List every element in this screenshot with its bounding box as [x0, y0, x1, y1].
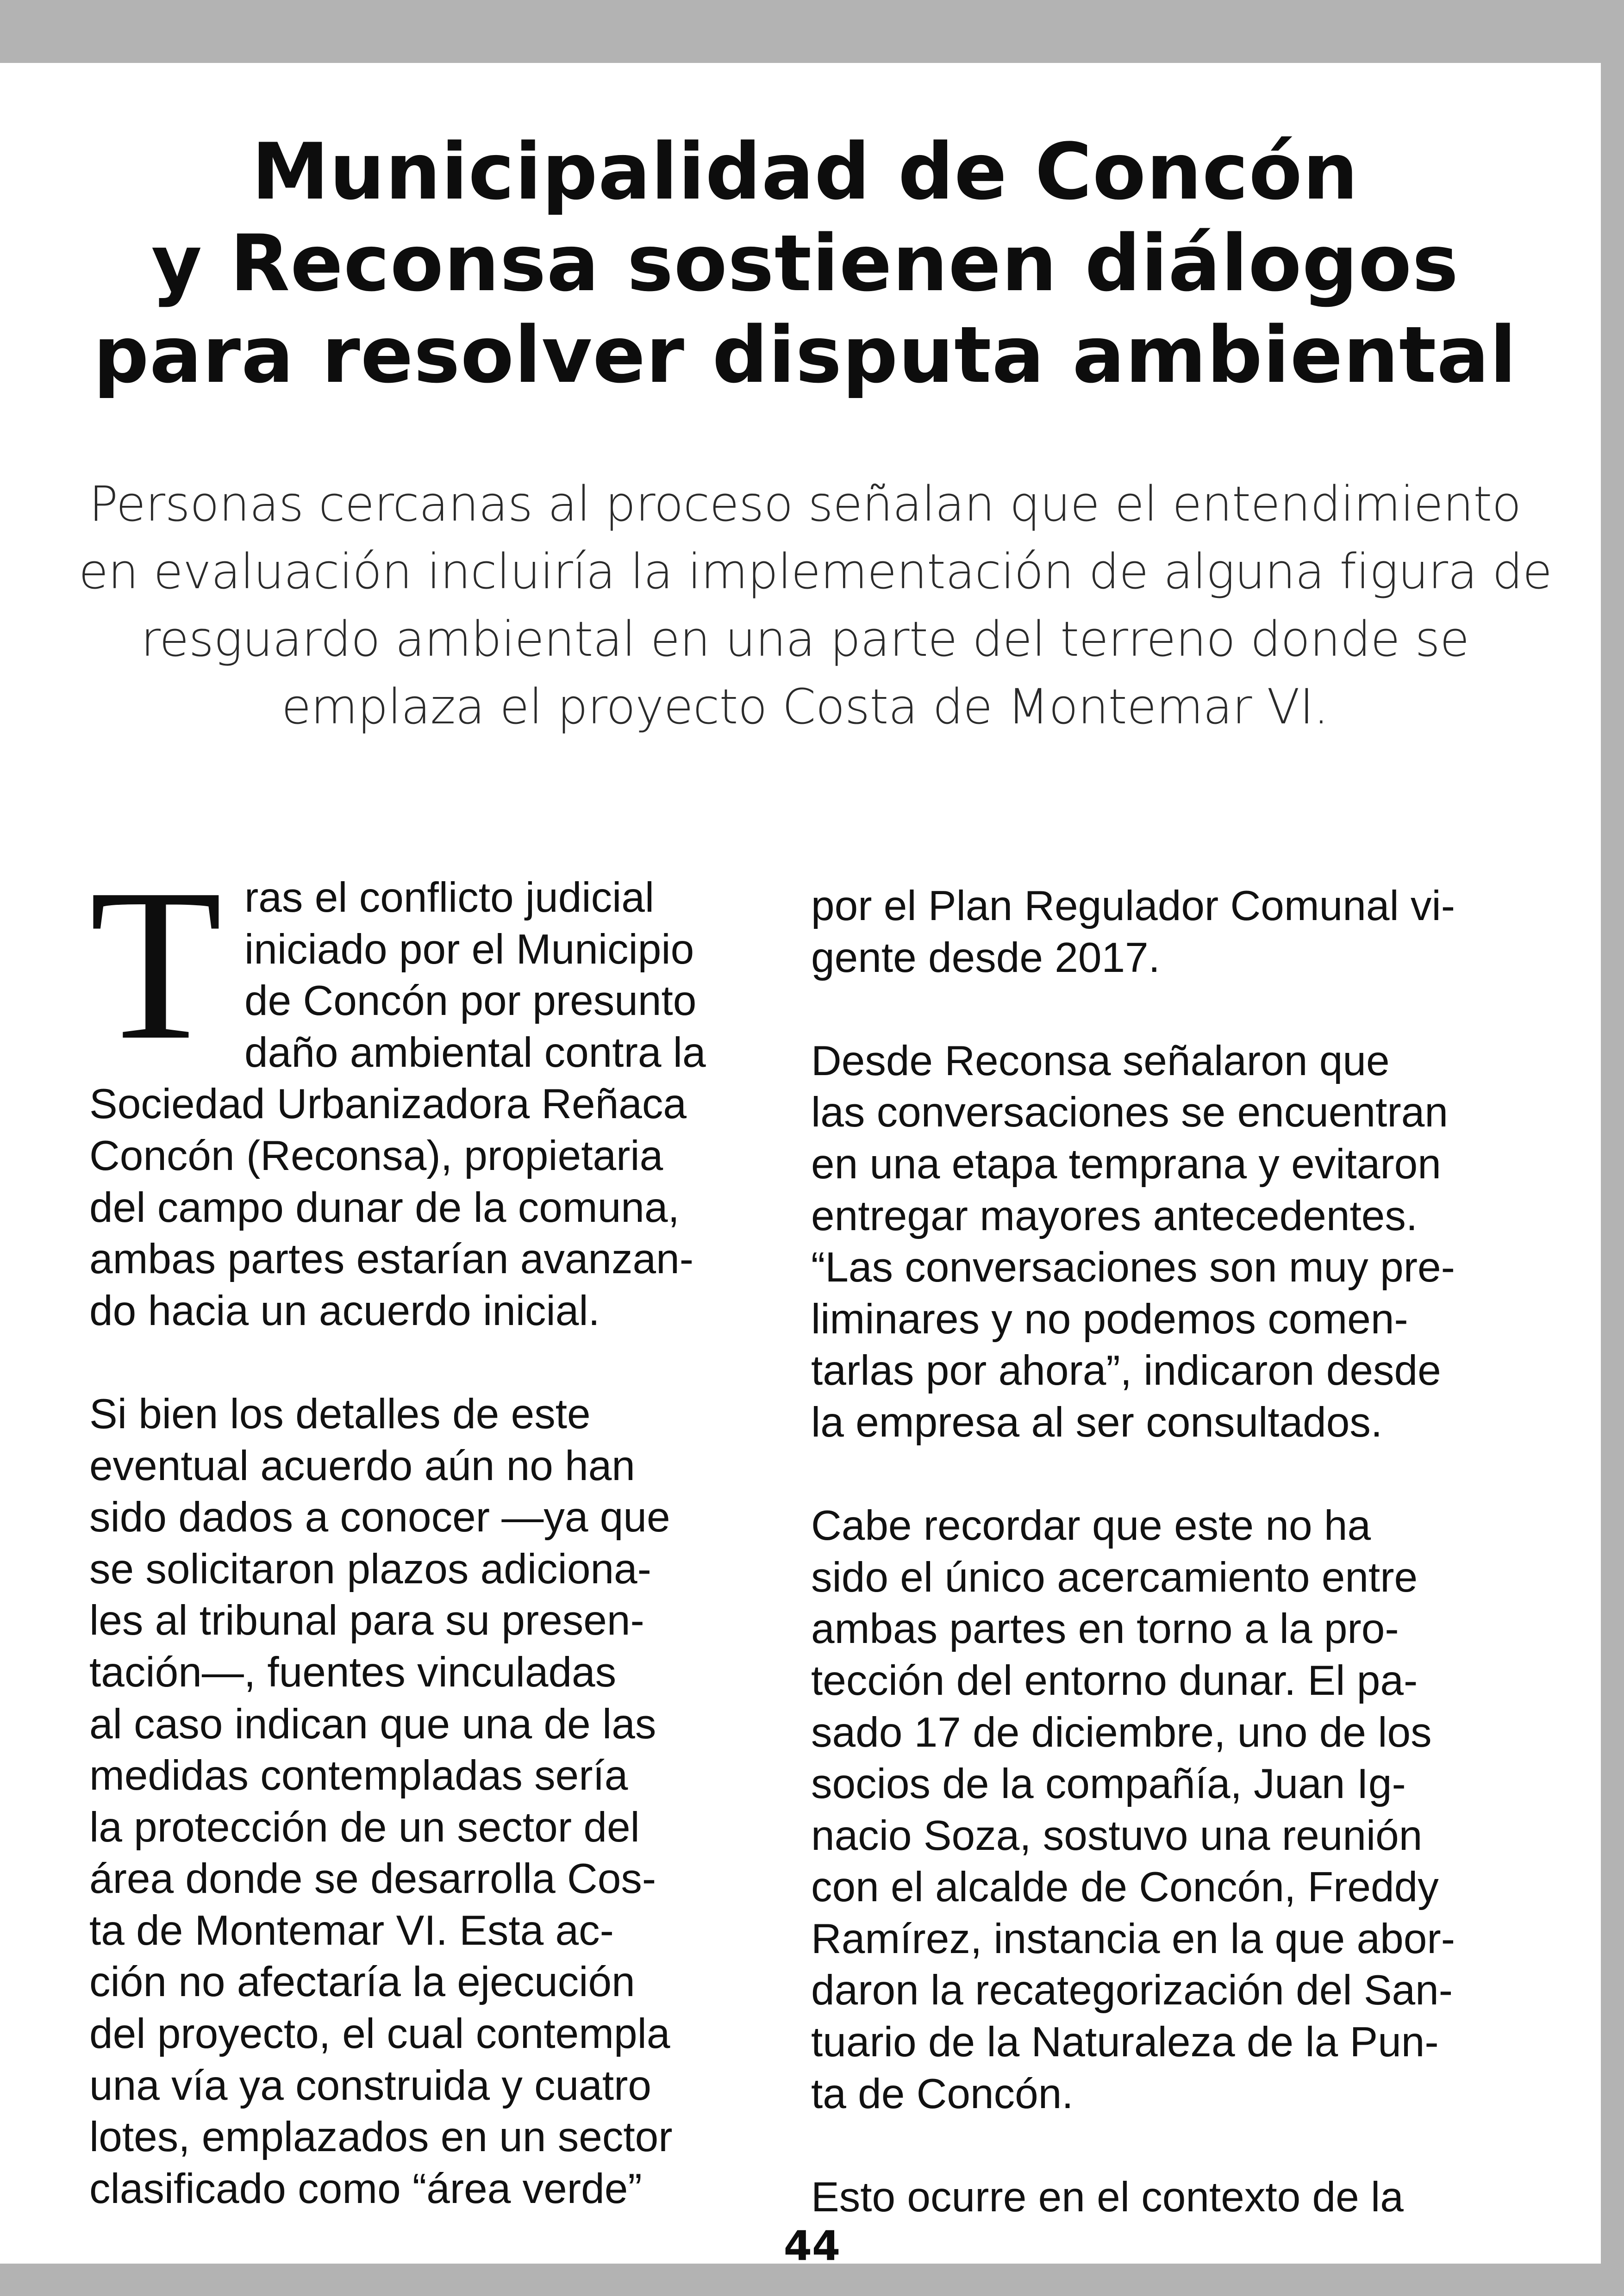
- left-paragraph-1: [89, 844, 765, 1337]
- body-line: medidas contempladas sería: [89, 1752, 628, 1799]
- body-line: nacio Soza, sostuvo una reunión: [811, 1812, 1423, 1859]
- right-paragraph-1: [811, 880, 1552, 983]
- body-line: de Concón por presunto: [244, 977, 697, 1025]
- body-line: Concón (Reconsa), propietaria: [89, 1132, 663, 1179]
- subtitle-line: Personas cercanas al proceso señalan que el entendimiento: [89, 476, 1521, 532]
- headline-line: y Reconsa sostienen diálogos: [151, 218, 1459, 309]
- body-line: tección del entorno dunar. El pa-: [811, 1657, 1418, 1704]
- body-line: la protección de un sector del: [89, 1804, 640, 1851]
- body-line: tarlas por ahora”, indicaron desde: [811, 1347, 1441, 1394]
- dropcap: T: [89, 844, 223, 1085]
- body-line: socios de la compañía, Juan Ig-: [811, 1761, 1406, 1808]
- subtitle-line: resguardo ambiental en una parte del terreno donde se: [141, 611, 1469, 667]
- headline-line: Municipalidad de Concón: [251, 126, 1359, 217]
- left-column: [89, 844, 765, 2215]
- body-line: sido el único acercamiento entre: [811, 1554, 1418, 1601]
- body-line: ta de Concón.: [811, 2070, 1074, 2117]
- body-line: con el alcalde de Concón, Freddy: [811, 1864, 1439, 1911]
- body-line: del campo dunar de la comuna,: [89, 1184, 680, 1231]
- body-line: ambas partes en torno a la pro-: [811, 1605, 1399, 1653]
- body-line: daron la recategorización del San-: [811, 1967, 1453, 2014]
- body-line: les al tribunal para su presen-: [89, 1597, 644, 1644]
- body-line: tación—, fuentes vinculadas: [89, 1649, 617, 1696]
- page-number: 44: [783, 2222, 841, 2270]
- body-line: Si bien los detalles de este: [89, 1390, 591, 1437]
- body-line: Sociedad Urbanizadora Reñaca: [89, 1081, 687, 1128]
- body-line: una vía ya construida y cuatro: [89, 2062, 652, 2109]
- body-line: la empresa al ser consultados.: [811, 1399, 1383, 1446]
- body-line: iniciado por el Municipio: [244, 926, 694, 973]
- body-line: Desde Reconsa señalaron que: [811, 1037, 1390, 1084]
- body-line: ción no afectaría la ejecución: [89, 1959, 635, 2006]
- body-line: tuario de la Naturaleza de la Pun-: [811, 2019, 1439, 2066]
- headline: [56, 126, 1555, 401]
- page: [0, 63, 1601, 2264]
- body-line: eventual acuerdo aún no han: [89, 1442, 635, 1489]
- body-line: área donde se desarrolla Cos-: [89, 1855, 656, 1903]
- left-paragraph-2: [89, 1388, 765, 2215]
- body-line: daño ambiental contra la: [244, 1029, 706, 1076]
- right-paragraph-4: [811, 2172, 1552, 2223]
- body-line: lotes, emplazados en un sector: [89, 2114, 673, 2161]
- body-line: ta de Montemar VI. Esta ac-: [89, 1907, 614, 1954]
- body-line: “Las conversaciones son muy pre-: [811, 1244, 1455, 1291]
- body-line: del proyecto, el cual contempla: [89, 2010, 670, 2058]
- subtitle-line: en evaluación incluiría la implementación de alguna figura de: [79, 543, 1552, 600]
- headline-line: para resolver disputa ambiental: [93, 310, 1517, 400]
- body-line: por el Plan Regulador Comunal vi-: [811, 883, 1455, 929]
- body-line: al caso indican que una de las: [89, 1700, 656, 1748]
- subtitle: [79, 470, 1552, 740]
- body-line: sado 17 de diciembre, uno de los: [811, 1709, 1432, 1756]
- body-line: Esto ocurre en el contexto de la: [811, 2173, 1404, 2221]
- body-line: liminares y no podemos comen-: [811, 1295, 1408, 1343]
- body-line: las conversaciones se encuentran: [811, 1089, 1448, 1136]
- right-paragraph-2: [811, 1035, 1552, 1449]
- body-line: Ramírez, instancia en la que abor-: [811, 1915, 1455, 1962]
- body-line: se solicitaron plazos adiciona-: [89, 1545, 651, 1593]
- body-line: do hacia un acuerdo inicial.: [89, 1287, 600, 1334]
- body-line: en una etapa temprana y evitaron: [811, 1140, 1441, 1188]
- right-column: [811, 880, 1552, 2223]
- body-line: sido dados a conocer —ya que: [89, 1494, 670, 1541]
- body-line: ras el conflicto judicial: [244, 874, 655, 921]
- body-line: Cabe recordar que este no ha: [811, 1502, 1371, 1549]
- body-line: ambas partes estarían avanzan-: [89, 1236, 694, 1283]
- body-line: entregar mayores antecedentes.: [811, 1192, 1418, 1239]
- body-line: clasificado como “área verde”: [89, 2165, 642, 2212]
- body-line: gente desde 2017.: [811, 934, 1160, 981]
- subtitle-line: emplaza el proyecto Costa de Montemar VI.: [281, 678, 1329, 735]
- right-paragraph-3: [811, 1500, 1552, 2120]
